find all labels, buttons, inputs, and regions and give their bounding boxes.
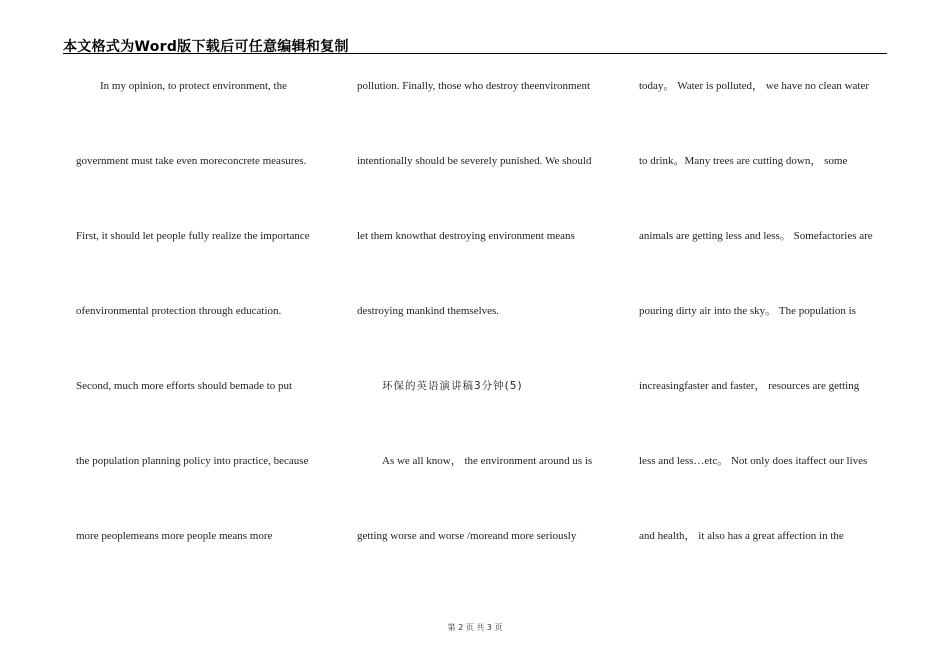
paragraph-line: increasingfaster and faster， resources are getting [639,380,860,392]
paragraph-line: In my opinion, to protect environment, the [100,80,287,92]
paragraph-line: animals are getting less and less。 Somefactories are [639,230,873,242]
paragraph-line: pouring dirty air into the sky。 The population is [639,305,856,317]
paragraph-line: the population planning policy into practice, because [76,455,309,467]
paragraph-line: less and less…etc。 Not only does itaffect our lives [639,455,868,467]
paragraph-line: As we all know， the environment around us is [382,455,593,467]
paragraph-line: government must take even moreconcrete measures. [76,155,307,167]
paragraph-line: ofenvironmental protection through education. [76,305,282,317]
paragraph-line: more peoplemeans more people means more [76,530,273,542]
paragraph-line: to drink。Many trees are cutting down， some [639,155,848,167]
paragraph-line: pollution. Finally, those who destroy theenvironment [357,80,591,92]
paragraph-line: and health， it also has a great affection in the [639,530,844,542]
document-header-title: 本文格式为Word版下载后可任意编辑和复制 [63,39,349,55]
header-divider [63,53,887,54]
page-number: 第 2 页 共 3 页 [447,623,503,632]
paragraph-line: getting worse and worse /moreand more seriously [357,530,577,542]
paragraph-line: destroying mankind themselves. [357,305,500,317]
paragraph-line: let them knowthat destroying environment means [357,230,575,242]
paragraph-line: today。 Water is polluted， we have no clean water [639,80,870,92]
section-heading: 环保的英语演讲稿3分钟(5) [382,380,523,392]
paragraph-line: First, it should let people fully realize the importance [76,230,310,242]
paragraph-line: Second, much more efforts should bemade to put [76,380,293,392]
paragraph-line: intentionally should be severely punished. We should [357,155,592,167]
